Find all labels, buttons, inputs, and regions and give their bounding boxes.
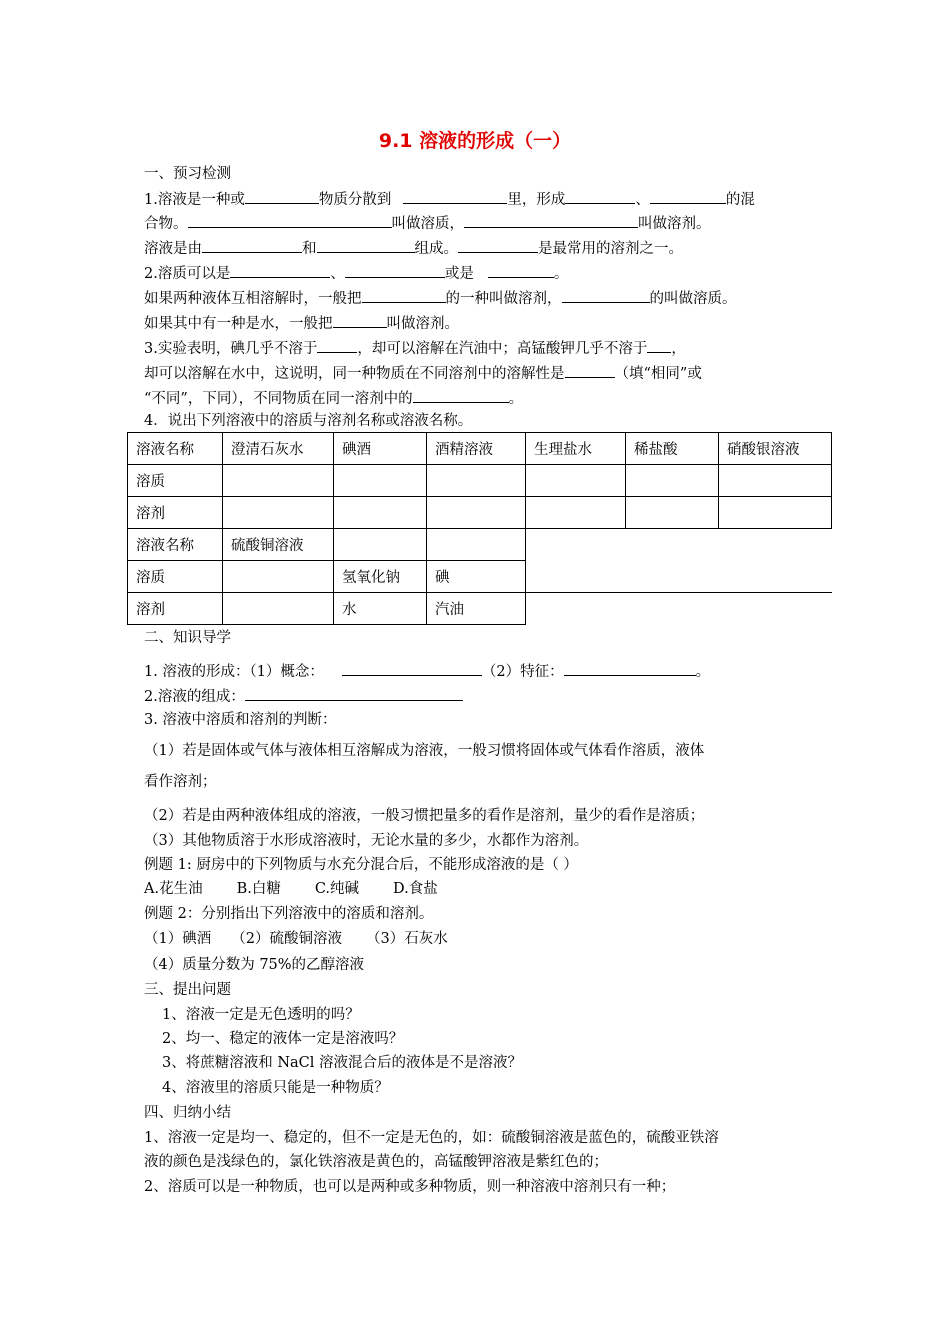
s2-line2: 2.溶液的组成：: [144, 685, 463, 707]
table-cell[interactable]: [526, 465, 626, 497]
blank[interactable]: [562, 287, 650, 303]
q2-line3: 如果其中有一种是水，一般把 叫做溶剂。: [144, 312, 459, 334]
q3-line2: 却可以溶解在水中，这说明，同一种物质在不同溶剂中的溶解性是 （填“相同”或: [144, 362, 702, 384]
table-cell: 氢氧化钠: [334, 561, 427, 593]
table-cell: 溶液名称: [128, 433, 223, 465]
table-empty-area: [526, 529, 832, 561]
s2-line3: 3. 溶液中溶质和溶剂的判断：: [144, 712, 337, 728]
blank[interactable]: [317, 337, 357, 353]
q1-line3: 溶液是由 和 组成。 是最常用的溶剂之一。: [144, 237, 683, 259]
blank[interactable]: [650, 188, 726, 204]
blank[interactable]: [362, 287, 446, 303]
q1-line2: 合物。 叫做溶质， 叫做溶剂。: [144, 212, 711, 234]
table-cell[interactable]: [427, 529, 526, 561]
table-empty-area: [526, 593, 832, 625]
table-cell[interactable]: [223, 593, 334, 625]
table-cell[interactable]: [223, 561, 334, 593]
table-cell[interactable]: [626, 497, 719, 529]
table-cell[interactable]: [719, 465, 832, 497]
table-cell: 水: [334, 593, 427, 625]
blank[interactable]: [565, 362, 615, 378]
question-item: 3、将蔗糖溶液和 NaCl 溶液混合后的液体是不是溶液？: [162, 1055, 523, 1071]
table-cell: 澄清石灰水: [223, 433, 334, 465]
section-1-heading: 一、预习检测: [144, 166, 231, 182]
summary-line: 2、溶质可以是一种物质，也可以是两种或多种物质，则一种溶液中溶剂只有一种；: [144, 1179, 676, 1195]
table-cell: 碘: [427, 561, 526, 593]
blank[interactable]: [458, 237, 538, 253]
table-cell: 碘酒: [334, 433, 427, 465]
table-cell[interactable]: [427, 497, 526, 529]
page-title: 9.1 溶液的形成（一）: [378, 130, 572, 152]
blank[interactable]: [333, 312, 387, 328]
blank[interactable]: [188, 212, 392, 228]
table-row: [128, 497, 832, 529]
table-cell: 稀盐酸: [626, 433, 719, 465]
example-2-items: （1）碘酒 （2）硫酸铜溶液 （3）石灰水: [144, 931, 448, 947]
example-2: 例题 2：分别指出下列溶液中的溶质和溶剂。: [144, 906, 434, 922]
option-a[interactable]: A.花生油: [144, 881, 203, 897]
table-cell[interactable]: [334, 529, 427, 561]
table-cell[interactable]: [223, 497, 334, 529]
table-cell[interactable]: [719, 497, 832, 529]
blank[interactable]: [403, 188, 507, 204]
table-cell: 溶剂: [128, 593, 223, 625]
s2-line1: 1. 溶液的形成：（1）概念： （2）特征： 。: [144, 660, 710, 682]
option-b[interactable]: B.白糖: [236, 881, 281, 897]
table-cell: 溶液名称: [128, 529, 223, 561]
q2-line2: 如果两种液体互相溶解时，一般把 的一种叫做溶剂， 的叫做溶质。: [144, 287, 737, 309]
example-1-options: [144, 879, 438, 899]
table-cell: 酒精溶液: [427, 433, 526, 465]
blank[interactable]: [342, 660, 482, 676]
blank[interactable]: [245, 685, 463, 701]
blank[interactable]: [202, 237, 302, 253]
blank[interactable]: [488, 262, 554, 278]
table-cell[interactable]: [223, 465, 334, 497]
table-cell[interactable]: [526, 497, 626, 529]
s2-line6: （2）若是由两种液体组成的溶液，一般习惯把量多的看作是溶剂，量少的看作是溶质；: [144, 808, 705, 824]
table-cell: 生理盐水: [526, 433, 626, 465]
summary-line: 1、溶液一定是均一、稳定的，但不一定是无色的，如：硫酸铜溶液是蓝色的，硫酸亚铁溶: [144, 1130, 719, 1146]
s2-line7: （3）其他物质溶于水形成溶液时，无论水量的多少，水都作为溶剂。: [144, 833, 589, 849]
blank[interactable]: [245, 188, 319, 204]
table-row: [128, 561, 832, 593]
table-cell[interactable]: [626, 465, 719, 497]
example-1: 例题 1: 厨房中的下列物质与水充分混合后，不能形成溶液的是（ ）: [144, 857, 578, 873]
question-item: 4、溶液里的溶质只能是一种物质？: [162, 1080, 389, 1096]
table-row: [128, 529, 832, 561]
table-cell[interactable]: [427, 465, 526, 497]
s2-line4: （1）若是固体或气体与液体相互溶解成为溶液，一般习惯将固体或气体看作溶质，液体: [144, 743, 705, 759]
table-cell[interactable]: [334, 497, 427, 529]
summary-line: 液的颜色是浅绿色的，氯化铁溶液是黄色的，高锰酸钾溶液是紫红色的；: [144, 1154, 608, 1170]
table-cell: 硫酸铜溶液: [223, 529, 334, 561]
table-cell: 溶质: [128, 465, 223, 497]
blank[interactable]: [565, 188, 635, 204]
q2-line1: 2.溶质可以是 、 或是 。: [144, 262, 568, 284]
section-4-heading: 四、归纳小结: [144, 1105, 231, 1121]
table-cell: 汽油: [427, 593, 526, 625]
table-cell: 硝酸银溶液: [719, 433, 832, 465]
question-item: 2、均一、稳定的液体一定是溶液吗？: [162, 1031, 404, 1047]
section-3-heading: 三、提出问题: [144, 982, 231, 998]
table-row: [128, 433, 832, 465]
s2-line5: 看作溶剂；: [144, 774, 217, 790]
table-row: [128, 593, 832, 625]
table-cell: 溶质: [128, 561, 223, 593]
section-2-heading: 二、知识导学: [144, 630, 231, 646]
table-cell[interactable]: [334, 465, 427, 497]
blank[interactable]: [464, 212, 638, 228]
table-row: [128, 465, 832, 497]
solution-table: [127, 432, 832, 625]
blank[interactable]: [317, 237, 415, 253]
q3-line3: “不同”，下同），不同物质在同一溶剂中的 。: [144, 387, 523, 409]
table-cell: 溶剂: [128, 497, 223, 529]
blank[interactable]: [345, 262, 445, 278]
blank[interactable]: [564, 660, 696, 676]
q3-line1: 3.实验表明，碘几乎不溶于 ，却可以溶解在汽油中；高锰酸钾几乎不溶于 ，: [144, 337, 686, 359]
blank[interactable]: [413, 387, 509, 403]
table-empty-area: [526, 561, 832, 593]
question-item: 1、溶液一定是无色透明的吗？: [162, 1007, 360, 1023]
blank[interactable]: [647, 337, 671, 353]
q1-line1: 1.溶液是一种或 物质分散到 里，形成 、 的混: [144, 188, 755, 210]
example-2-item4: （4）质量分数为 75%的乙醇溶液: [144, 957, 365, 973]
q4-text: 4．说出下列溶液中的溶质与溶剂名称或溶液名称。: [144, 413, 473, 429]
blank[interactable]: [230, 262, 330, 278]
option-d[interactable]: D.食盐: [393, 881, 438, 897]
option-c[interactable]: C.纯碱: [314, 881, 360, 897]
